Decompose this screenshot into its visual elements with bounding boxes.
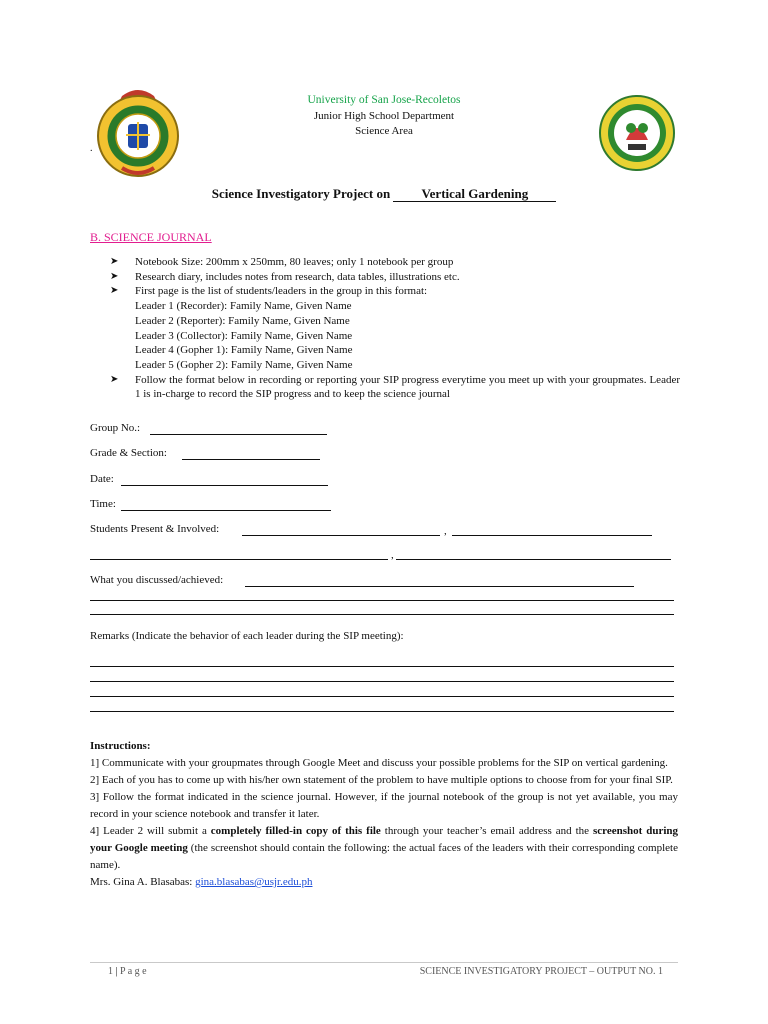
- date-field[interactable]: [121, 485, 328, 486]
- leader-line: Leader 5 (Gopher 2): Family Name, Given Name: [135, 358, 353, 371]
- bullet-item: ➤ Follow the format below in recording or reporting your SIP progress everytime you meet up with your groupmates. Leader 1 is in-charge to record the SIP progress and to keep the science journal: [110, 373, 680, 401]
- discussed-label: What you discussed/achieved:: [90, 574, 224, 586]
- comma-separator: ,: [391, 549, 394, 561]
- teacher-name: Mrs. Gina A. Blasabas:: [90, 876, 196, 888]
- document-title: [0, 186, 768, 202]
- remarks-field-2[interactable]: [90, 681, 674, 682]
- time-label: Time:: [90, 498, 116, 510]
- university-name: University of San Jose-Recoletos: [307, 94, 461, 106]
- discussed-field-3[interactable]: [90, 614, 674, 615]
- instructions-heading: Instructions:: [90, 740, 151, 752]
- arrow-bullet-icon: ➤: [110, 285, 119, 297]
- title-topic: Vertical Gardening: [421, 186, 529, 201]
- bullet-item: ➤ Notebook Size: 200mm x 250mm, 80 leaves; only 1 notebook per group: [110, 256, 454, 268]
- students-present-field-1[interactable]: [242, 535, 440, 536]
- arrow-bullet-icon: ➤: [110, 270, 119, 282]
- group-no-field[interactable]: [150, 434, 327, 435]
- footer-title: SCIENCE INVESTIGATORY PROJECT – OUTPUT NO. 1: [419, 966, 663, 977]
- students-present-field-3[interactable]: [90, 559, 388, 560]
- instruction-item-2: 2] Each of you has to come up with his/her own statement of the problem to have multiple options to choose from for your final SIP.: [90, 774, 673, 786]
- leader-line: Leader 4 (Gopher 1): Family Name, Given Name: [135, 344, 353, 357]
- discussed-field-1[interactable]: [245, 586, 634, 587]
- comma-separator: ,: [444, 525, 447, 537]
- title-topic-field: [393, 186, 556, 202]
- instructions-block: [90, 738, 678, 891]
- leader-line: Leader 1 (Recorder): Family Name, Given Name: [135, 300, 352, 313]
- instruction-item-4: 4] Leader 2 will submit a completely filled-in copy of this file through your teacher’s email address and the screenshot during your Google meeting (the screenshot should contain the following: the actual faces of the leaders with their corresponding complete name).: [90, 825, 679, 871]
- footer-divider: [90, 962, 678, 963]
- arrow-bullet-icon: ➤: [110, 256, 119, 267]
- leader-line: Leader 2 (Reporter): Family Name, Given Name: [135, 314, 350, 327]
- instruction-item-3: 3] Follow the format indicated in the science journal. However, if the journal notebook of the group is not yet available, you may record in your science notebook and transfer it later.: [90, 791, 678, 820]
- time-field[interactable]: [121, 510, 331, 511]
- students-present-label: Students Present & Involved:: [90, 523, 220, 535]
- leader-line: Leader 3 (Collector): Family Name, Given Name: [135, 329, 353, 342]
- teacher-contact: [90, 874, 678, 891]
- page-number: 1 | P a g e: [108, 966, 147, 977]
- journal-guidelines: [90, 255, 680, 402]
- grade-section-label: Grade & Section:: [90, 447, 167, 459]
- title-prefix: Science Investigatory Project on: [211, 186, 391, 201]
- instruction-item-1: 1] Communicate with your groupmates through Google Meet and discuss your possible problems for the SIP on vertical gardening.: [90, 757, 668, 769]
- date-label: Date:: [90, 473, 114, 485]
- remarks-field-1[interactable]: [90, 666, 674, 667]
- bullet-item: ➤ Research diary, includes notes from research, data tables, illustrations etc.: [110, 270, 460, 283]
- stray-mark: .: [90, 143, 93, 154]
- remarks-label: Remarks (Indicate the behavior of each leader during the SIP meeting):: [90, 630, 404, 642]
- remarks-field-3[interactable]: [90, 696, 674, 697]
- section-heading: B. SCIENCE JOURNAL: [90, 230, 212, 244]
- remarks-field-4[interactable]: [90, 711, 674, 712]
- discussed-field-2[interactable]: [90, 600, 674, 601]
- arrow-bullet-icon: ➤: [110, 373, 119, 385]
- group-no-label: Group No.:: [90, 422, 141, 434]
- department-name: Junior High School Department: [313, 110, 455, 122]
- students-present-field-2[interactable]: [452, 535, 652, 536]
- students-present-field-4[interactable]: [396, 559, 671, 560]
- area-name: Science Area: [355, 125, 413, 137]
- bullet-item: ➤ First page is the list of students/leaders in the group in this format:: [110, 285, 428, 298]
- teacher-email-link[interactable]: gina.blasabas@usjr.edu.ph: [195, 876, 313, 888]
- grade-section-field[interactable]: [182, 459, 320, 460]
